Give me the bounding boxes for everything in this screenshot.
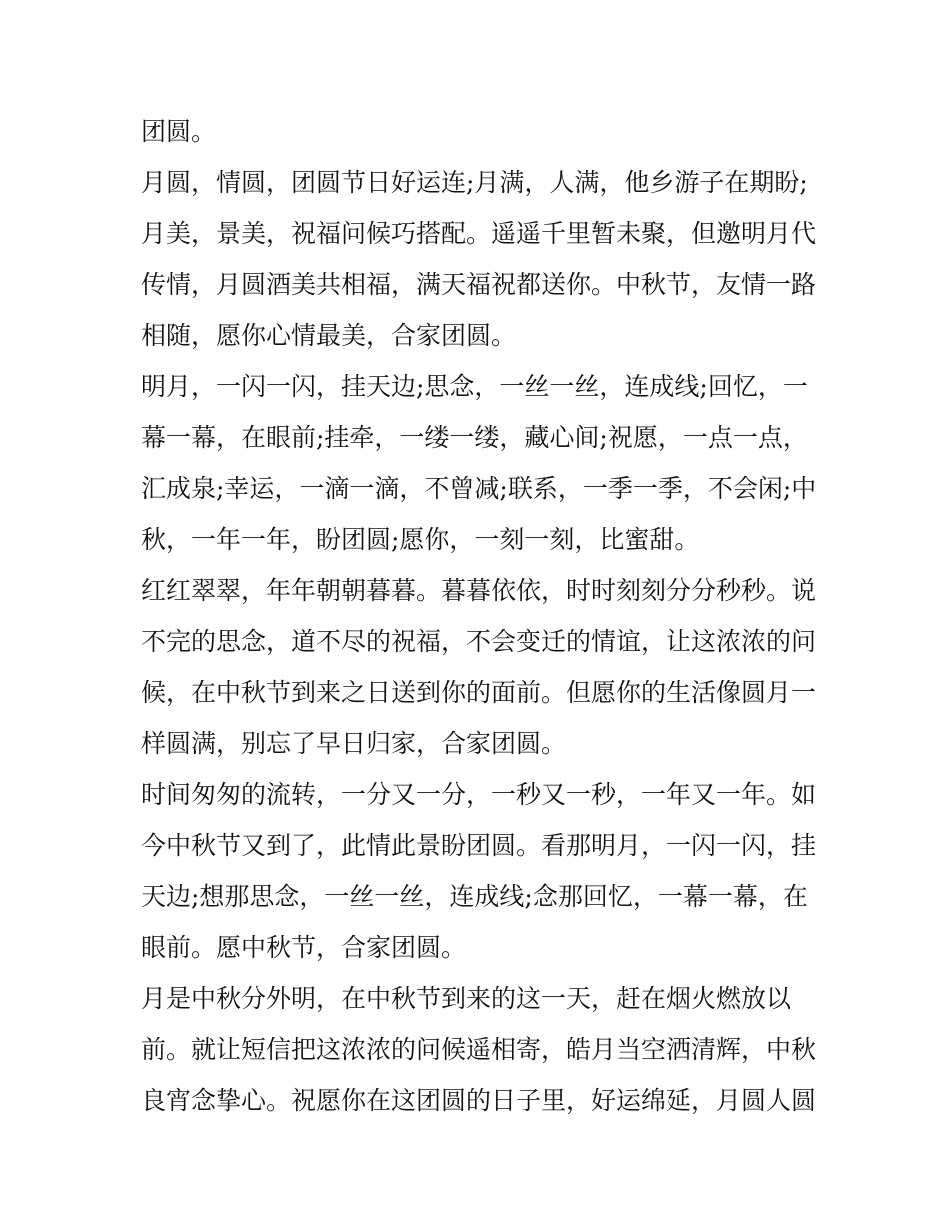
text-line: 月是中秋分外明，在中秋节到来的这一天，赶在烟火燃放以 xyxy=(141,984,792,1013)
text-line: 候，在中秋节到来之日送到你的面前。但愿你的生活像圆月一 xyxy=(141,678,817,707)
document-body xyxy=(141,106,821,1126)
text-line: 天边;想那思念，一丝一丝，连成线;念那回忆，一幕一幕，在 xyxy=(141,882,808,911)
text-line: 眼前。愿中秋节，合家团圆。 xyxy=(141,933,467,962)
text-line: 时间匆匆的流转，一分又一分，一秒又一秒，一年又一年。如 xyxy=(141,780,817,809)
text-line: 传情，月圆酒美共相福，满天福祝都送你。中秋节，友情一路 xyxy=(141,270,817,299)
text-line: 月圆，情圆，团圆节日好运连;月满，人满，他乡游子在期盼; xyxy=(141,168,808,197)
text-line: 幕一幕，在眼前;挂牵，一缕一缕，藏心间;祝愿，一点一点， xyxy=(141,423,808,452)
text-line: 相随，愿你心情最美，合家团圆。 xyxy=(141,321,517,350)
text-line: 月美，景美，祝福问候巧搭配。遥遥千里暂未聚，但邀明月代 xyxy=(141,219,817,248)
text-line: 今中秋节又到了，此情此景盼团圆。看那明月，一闪一闪，挂 xyxy=(141,831,817,860)
text-line: 不完的思念，道不尽的祝福，不会变迁的情谊，让这浓浓的问 xyxy=(141,627,817,656)
text-line: 团圆。 xyxy=(141,117,217,146)
text-line: 样圆满，别忘了早日归家，合家团圆。 xyxy=(141,729,567,758)
text-line: 秋，一年一年，盼团圆;愿你，一刻一刻，比蜜甜。 xyxy=(141,525,700,554)
text-line: 前。就让短信把这浓浓的问候遥相寄，皓月当空洒清辉，中秋 xyxy=(141,1035,817,1064)
text-line: 明月，一闪一闪，挂天边;思念，一丝一丝，连成线;回忆，一 xyxy=(141,372,808,401)
text-line: 汇成泉;幸运，一滴一滴，不曾减;联系，一季一季，不会闲;中 xyxy=(141,474,817,503)
text-line: 良宵念挚心。祝愿你在这团圆的日子里，好运绵延，月圆人圆 xyxy=(141,1086,817,1115)
text-line: 红红翠翠，年年朝朝暮暮。暮暮依依，时时刻刻分分秒秒。说 xyxy=(141,576,817,605)
